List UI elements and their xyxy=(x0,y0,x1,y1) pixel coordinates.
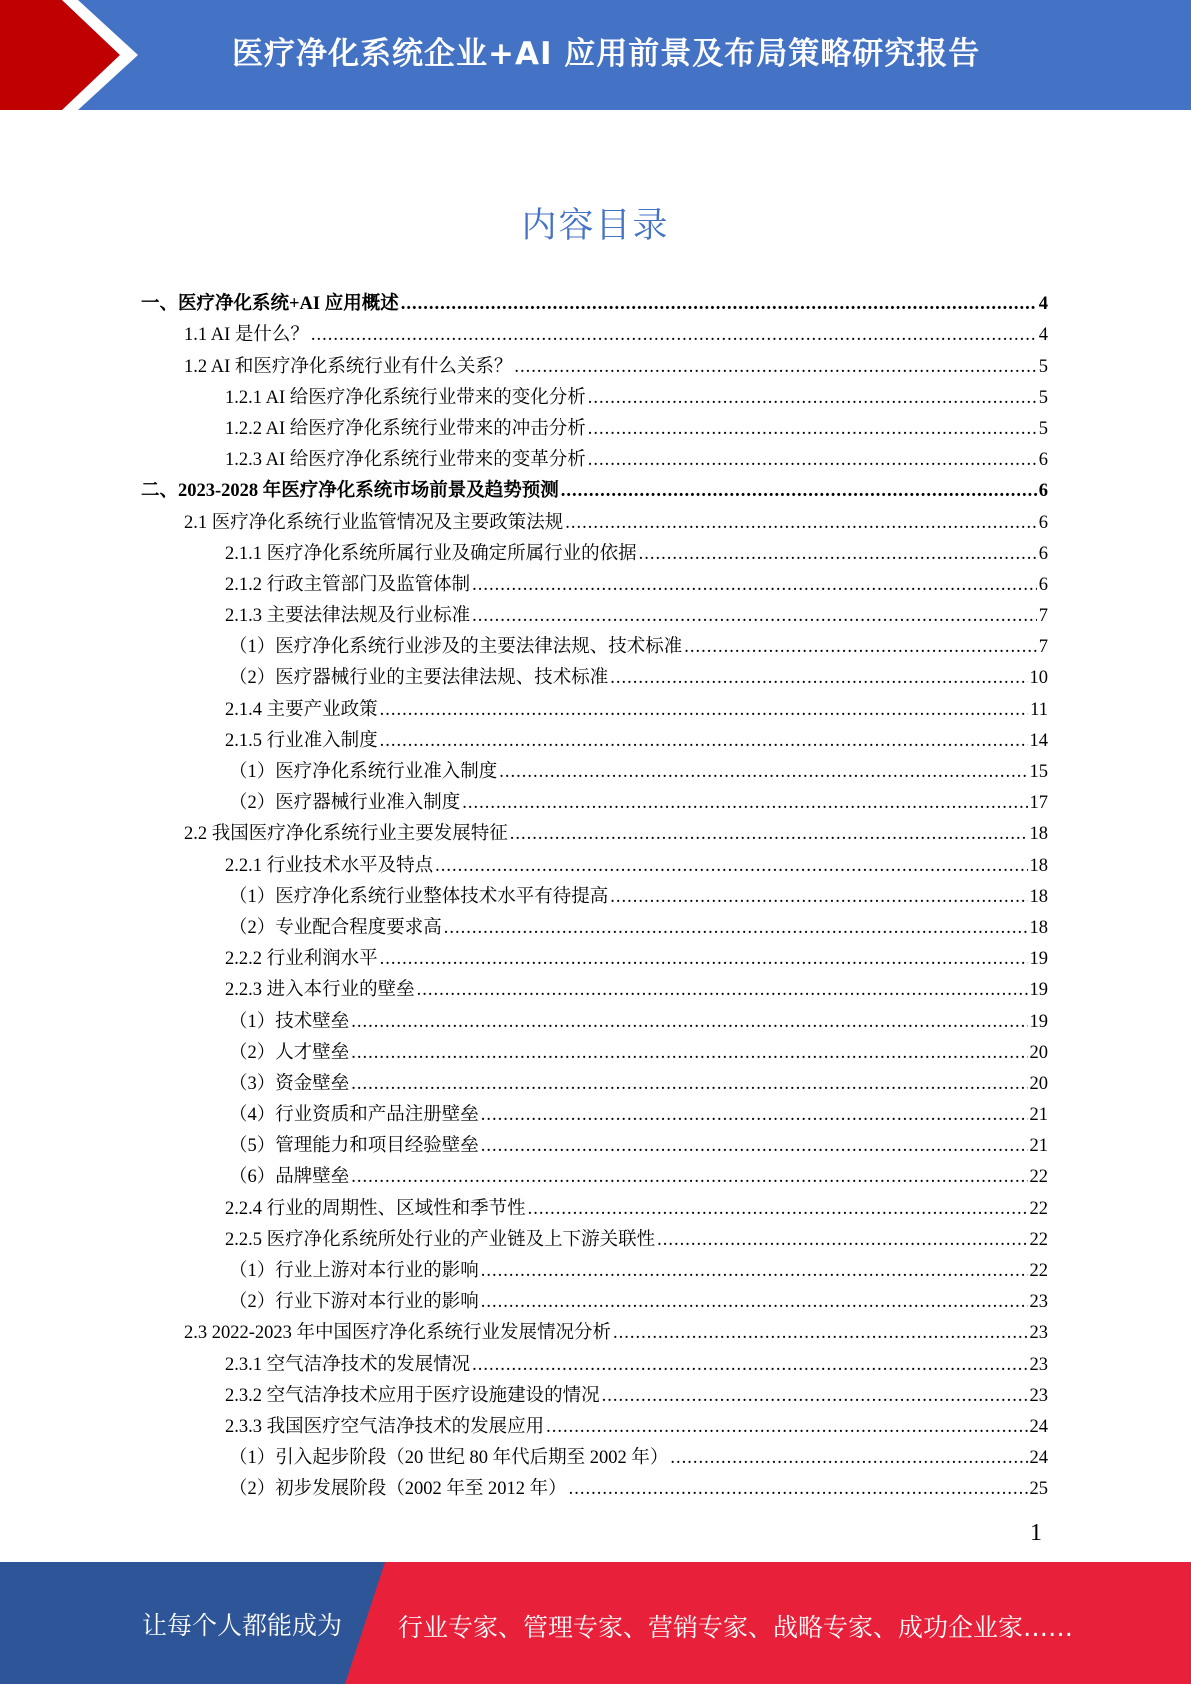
toc-entry[interactable] xyxy=(0,565,1191,596)
toc-entry-page-number: 7 xyxy=(1038,606,1048,627)
toc-entry-page-number: 25 xyxy=(1029,1479,1048,1500)
toc-entry-page-number: 20 xyxy=(1029,1042,1048,1063)
toc-entry-page-number: 20 xyxy=(1029,1073,1048,1094)
toc-entry-page-number: 6 xyxy=(1038,481,1048,502)
toc-dot-leader xyxy=(351,1073,1027,1095)
toc-dot-leader xyxy=(311,324,1037,346)
toc-entry-label: 2.2.4 行业的周期性、区域性和季节性 xyxy=(225,1198,526,1219)
toc-dot-leader xyxy=(472,574,1037,596)
toc-entry-label: 2.1 医疗净化系统行业监管情况及主要政策法规 xyxy=(184,512,564,533)
toc-dot-leader xyxy=(435,855,1027,877)
report-footer-band xyxy=(0,1562,1191,1684)
footer-slogan-right: 行业专家、管理专家、营销专家、战略专家、成功企业家…… xyxy=(398,1613,1074,1642)
toc-dot-leader xyxy=(351,1042,1027,1064)
toc-entry-page-number: 6 xyxy=(1038,543,1048,564)
toc-entry-label: 2.2.5 医疗净化系统所处行业的产业链及上下游关联性 xyxy=(225,1229,656,1250)
toc-entry[interactable] xyxy=(0,783,1191,814)
toc-dot-leader xyxy=(444,917,1028,939)
toc-dot-leader xyxy=(351,1011,1027,1033)
toc-entry[interactable] xyxy=(0,877,1191,908)
toc-entry[interactable] xyxy=(0,752,1191,783)
toc-dot-leader xyxy=(546,1416,1027,1438)
toc-entry[interactable] xyxy=(0,378,1191,409)
toc-entry-page-number: 24 xyxy=(1029,1416,1048,1437)
toc-entry[interactable] xyxy=(0,689,1191,720)
toc-entry-page-number: 23 xyxy=(1029,1323,1048,1344)
toc-entry-page-number: 21 xyxy=(1029,1136,1048,1157)
toc-entry-page-number: 18 xyxy=(1029,855,1048,876)
toc-entry-page-number: 22 xyxy=(1029,1229,1048,1250)
toc-dot-leader xyxy=(481,1104,1028,1126)
toc-entry-label: （1）引入起步阶段（20 世纪 80 年代后期至 2002 年） xyxy=(229,1448,669,1469)
page-number: 1 xyxy=(1030,1520,1042,1546)
toc-entry-label: 2.2.1 行业技术水平及特点 xyxy=(225,855,434,876)
toc-entry-label: 1.2.1 AI 给医疗净化系统行业带来的变化分析 xyxy=(225,387,586,408)
toc-dot-leader xyxy=(610,667,1027,689)
toc-entry[interactable] xyxy=(0,1033,1191,1064)
toc-entry-page-number: 10 xyxy=(1029,668,1048,689)
toc-entry[interactable] xyxy=(0,721,1191,752)
toc-entry-page-number: 6 xyxy=(1038,450,1048,471)
toc-entry[interactable] xyxy=(0,1251,1191,1282)
toc-dot-leader xyxy=(499,761,1027,783)
toc-entry-page-number: 23 xyxy=(1029,1385,1048,1406)
toc-entry[interactable] xyxy=(0,627,1191,658)
toc-dot-leader xyxy=(510,823,1028,845)
toc-entry[interactable] xyxy=(0,471,1191,502)
toc-entry[interactable] xyxy=(0,1282,1191,1313)
toc-entry[interactable] xyxy=(0,1438,1191,1469)
toc-entry-label: 2.1.3 主要法律法规及行业标准 xyxy=(225,606,471,627)
toc-entry[interactable] xyxy=(0,970,1191,1001)
toc-entry[interactable] xyxy=(0,534,1191,565)
table-of-contents xyxy=(0,284,1191,1500)
toc-entry-label: （2）医疗器械行业的主要法律法规、技术标准 xyxy=(229,668,609,689)
toc-entry[interactable] xyxy=(0,409,1191,440)
toc-dot-leader xyxy=(588,418,1037,440)
toc-heading: 内容目录 xyxy=(521,206,670,246)
toc-entry[interactable] xyxy=(0,1313,1191,1344)
toc-dot-leader xyxy=(481,1260,1028,1282)
toc-dot-leader xyxy=(602,1385,1028,1407)
toc-entry-page-number: 19 xyxy=(1029,949,1048,970)
toc-entry[interactable] xyxy=(0,502,1191,533)
toc-entry-page-number: 19 xyxy=(1029,1011,1048,1032)
toc-entry-label: 二、2023-2028 年医疗净化系统市场前景及趋势预测 xyxy=(141,481,559,502)
toc-entry[interactable] xyxy=(0,1001,1191,1032)
toc-entry[interactable] xyxy=(0,845,1191,876)
toc-entry-page-number: 11 xyxy=(1030,699,1048,720)
toc-dot-leader xyxy=(514,356,1036,378)
toc-entry[interactable] xyxy=(0,908,1191,939)
toc-dot-leader xyxy=(481,1135,1028,1157)
header-red-arrow-decoration xyxy=(0,0,150,110)
toc-entry-label: （1）医疗净化系统行业整体技术水平有待提高 xyxy=(229,886,609,907)
toc-entry-page-number: 22 xyxy=(1029,1198,1048,1219)
toc-dot-leader xyxy=(610,886,1027,908)
toc-entry-label: 一、医疗净化系统+AI 应用概述 xyxy=(141,294,399,315)
toc-entry-page-number: 4 xyxy=(1038,325,1048,346)
toc-dot-leader xyxy=(472,1354,1027,1376)
toc-dot-leader xyxy=(670,1447,1027,1469)
toc-entry-label: （1）技术壁垒 xyxy=(229,1011,350,1032)
toc-dot-leader xyxy=(639,543,1037,565)
toc-dot-leader xyxy=(351,1166,1027,1188)
toc-entry-label: （2）专业配合程度要求高 xyxy=(229,917,442,938)
toc-entry-label: 2.3.2 空气洁净技术应用于医疗设施建设的情况 xyxy=(225,1385,600,1406)
toc-entry-label: 2.1.1 医疗净化系统所属行业及确定所属行业的依据 xyxy=(225,543,637,564)
toc-entry-label: 2.2 我国医疗净化系统行业主要发展特征 xyxy=(184,824,508,845)
toc-entry[interactable] xyxy=(0,346,1191,377)
toc-entry[interactable] xyxy=(0,1220,1191,1251)
toc-entry-label: （1）医疗净化系统行业准入制度 xyxy=(229,762,498,782)
toc-entry-label: 1.2.2 AI 给医疗净化系统行业带来的冲击分析 xyxy=(225,418,586,439)
toc-entry-page-number: 19 xyxy=(1029,980,1048,1001)
toc-dot-leader xyxy=(528,1198,1028,1220)
toc-entry-label: 1.1 AI 是什么？ xyxy=(184,325,309,346)
toc-entry[interactable] xyxy=(0,939,1191,970)
report-header-band xyxy=(0,0,1191,110)
toc-entry-label: 2.1.2 行政主管部门及监管体制 xyxy=(225,574,471,595)
toc-entry[interactable] xyxy=(0,1095,1191,1126)
toc-entry[interactable] xyxy=(0,1064,1191,1095)
toc-entry[interactable] xyxy=(0,1126,1191,1157)
toc-entry-page-number: 24 xyxy=(1029,1448,1048,1469)
toc-dot-leader xyxy=(417,979,1028,1001)
toc-entry[interactable] xyxy=(0,1344,1191,1375)
toc-entry-label: （2）初步发展阶段（2002 年至 2012 年） xyxy=(229,1479,567,1500)
toc-dot-leader xyxy=(565,512,1036,534)
toc-entry-page-number: 5 xyxy=(1038,387,1048,408)
toc-entry-label: 2.2.3 进入本行业的壁垒 xyxy=(225,980,415,1001)
toc-entry-label: 1.2 AI 和医疗净化系统行业有什么关系？ xyxy=(184,356,513,377)
toc-entry[interactable] xyxy=(0,1157,1191,1188)
toc-entry-label: （2）行业下游对本行业的影响 xyxy=(229,1292,479,1313)
toc-dot-leader xyxy=(462,792,1027,814)
toc-dot-leader xyxy=(472,605,1037,627)
toc-entry-label: （6）品牌壁垒 xyxy=(229,1167,350,1188)
toc-entry-label: （5）管理能力和项目经验壁垒 xyxy=(229,1136,479,1157)
toc-dot-leader xyxy=(481,1291,1028,1313)
toc-entry[interactable] xyxy=(0,814,1191,845)
toc-entry-label: 2.2.2 行业利润水平 xyxy=(225,949,378,970)
toc-entry-label: （2）医疗器械行业准入制度 xyxy=(229,793,461,814)
toc-entry[interactable] xyxy=(0,658,1191,689)
toc-entry-page-number: 18 xyxy=(1029,886,1048,907)
toc-entry[interactable] xyxy=(0,596,1191,627)
toc-entry-page-number: 5 xyxy=(1038,418,1048,439)
toc-entry-page-number: 23 xyxy=(1029,1354,1048,1375)
toc-entry-label: 1.2.3 AI 给医疗净化系统行业带来的变革分析 xyxy=(225,450,586,471)
toc-entry-label: （4）行业资质和产品注册壁垒 xyxy=(229,1105,479,1126)
toc-entry-page-number: 14 xyxy=(1029,730,1048,751)
toc-entry-page-number: 18 xyxy=(1029,917,1048,938)
toc-entry-label: 2.3.3 我国医疗空气洁净技术的发展应用 xyxy=(225,1416,545,1437)
toc-dot-leader xyxy=(588,387,1037,409)
toc-entry[interactable] xyxy=(0,284,1191,315)
toc-entry-page-number: 22 xyxy=(1029,1261,1048,1281)
toc-entry-page-number: 5 xyxy=(1038,356,1048,377)
toc-dot-leader xyxy=(684,636,1036,658)
toc-entry-page-number: 15 xyxy=(1029,762,1048,782)
toc-entry-page-number: 17 xyxy=(1029,793,1048,814)
toc-entry-label: （1）医疗净化系统行业涉及的主要法律法规、技术标准 xyxy=(229,637,683,658)
toc-dot-leader xyxy=(380,699,1029,721)
toc-dot-leader xyxy=(657,1229,1027,1251)
toc-dot-leader xyxy=(569,1478,1028,1500)
toc-entry-label: 2.3.1 空气洁净技术的发展情况 xyxy=(225,1354,471,1375)
toc-entry-page-number: 6 xyxy=(1038,512,1048,533)
toc-dot-leader xyxy=(380,730,1028,752)
toc-dot-leader xyxy=(380,948,1028,970)
toc-entry[interactable] xyxy=(0,440,1191,471)
toc-entry-label: 2.1.4 主要产业政策 xyxy=(225,699,378,720)
footer-slogan-left: 让每个人都能成为 xyxy=(142,1611,343,1640)
toc-entry[interactable] xyxy=(0,1188,1191,1219)
toc-dot-leader xyxy=(588,449,1037,471)
toc-entry[interactable] xyxy=(0,1469,1191,1500)
toc-entry-page-number: 6 xyxy=(1038,574,1048,595)
toc-entry-label: （2）人才壁垒 xyxy=(229,1042,350,1063)
toc-entry-page-number: 23 xyxy=(1029,1292,1048,1313)
toc-entry-label: 2.1.5 行业准入制度 xyxy=(225,730,378,751)
toc-entry[interactable] xyxy=(0,315,1191,346)
toc-dot-leader xyxy=(613,1322,1027,1344)
toc-entry-page-number: 22 xyxy=(1029,1167,1048,1188)
report-title: 医疗净化系统企业+AI 应用前景及布局策略研究报告 xyxy=(232,36,981,72)
toc-entry-page-number: 4 xyxy=(1038,294,1048,315)
toc-dot-leader xyxy=(561,480,1037,502)
toc-entry[interactable] xyxy=(0,1407,1191,1438)
toc-entry-label: （1）行业上游对本行业的影响 xyxy=(229,1261,479,1281)
toc-entry-page-number: 7 xyxy=(1038,637,1048,658)
toc-entry-page-number: 18 xyxy=(1029,824,1048,845)
toc-entry-label: （3）资金壁垒 xyxy=(229,1073,350,1094)
toc-entry-page-number: 21 xyxy=(1029,1105,1048,1126)
toc-entry-label: 2.3 2022-2023 年中国医疗净化系统行业发展情况分析 xyxy=(184,1323,612,1344)
toc-entry[interactable] xyxy=(0,1376,1191,1407)
toc-dot-leader xyxy=(401,293,1037,315)
